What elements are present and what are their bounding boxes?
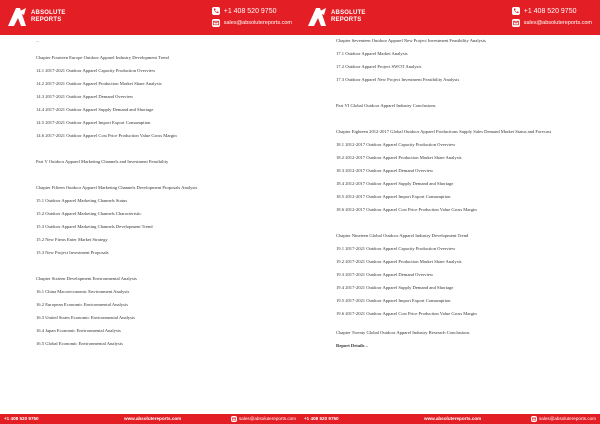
toc-entry: 17.1 Outdoor Apparel Market Analysis [336,51,408,56]
toc-entry: 14.5 2017-2021 Outdoor Apparel Import Export Consumption [36,120,151,125]
toc-entry: 19.2 2017-2021 Outdoor Apparel Production Market Share Analysis [336,259,462,264]
header-contact [212,6,292,28]
footer-phone[interactable]: +1 408 520 9750 [4,416,39,421]
toc-entry: 16.5 Global Economic Environmental Analysis [36,341,123,346]
toc-entry: 18.1 2012-2017 Outdoor Apparel Capacity Production Overview [336,142,456,147]
footer-email[interactable] [231,414,296,424]
document-page-right [300,0,600,424]
toc-chapter: Chapter Fifteen Outdoor Apparel Marketing Channels Development Proposals Analysis [36,185,198,190]
toc-chapter: Chapter Fourteen Europe Outdoor Apparel Industry Development Trend [36,55,169,60]
toc-chapter: Part VI Global Outdoor Apparel Industry Conclusions [336,103,436,108]
logo-text [331,10,366,24]
logo-icon [306,6,328,28]
page-header [0,0,300,35]
logo-line-2: REPORTS [331,17,362,23]
toc-entry: ... [36,38,40,43]
toc-entry: 15.3 New Project Investment Proposals [36,250,109,255]
toc-entry: 14.6 2017-2021 Outdoor Apparel Cost Price Production Value Gross Margin [36,133,177,138]
brand-logo[interactable] [6,6,66,28]
header-email[interactable] [212,18,292,28]
toc-entry: 18.2 2012-2017 Outdoor Apparel Production Market Share Analysis [336,155,462,160]
header-phone[interactable] [212,6,292,16]
toc-entry: 16.1 China Macroeconomic Environment Analysis [36,289,130,294]
phone-icon [512,7,520,15]
logo-line-1: ABSOLUTE [31,10,66,16]
toc-entry: 19.1 2017-2021 Outdoor Apparel Capacity Production Overview [336,246,456,251]
toc-chapter: Chapter Nineteen Global Outdoor Apparel Industry Development Trend [336,233,469,238]
toc-content-right [336,38,576,349]
toc-entry: 19.6 2017-2021 Outdoor Apparel Cost Price Production Value Gross Margin [336,311,477,316]
toc-entry: 16.3 United States Economic Environmental Analysis [36,315,136,320]
toc-entry: 14.2 2017-2021 Outdoor Apparel Production Market Share Analysis [36,81,162,86]
toc-entry: 19.3 2017-2021 Outdoor Apparel Demand Overview [336,272,434,277]
header-email-text: sales@absolutereports.com [523,20,592,26]
page-footer [300,414,600,424]
toc-entry: 14.1 2017-2021 Outdoor Apparel Capacity Production Overview [36,68,156,73]
header-phone-text: +1 408 520 9750 [223,7,277,15]
toc-entry: 19.4 2017-2021 Outdoor Apparel Supply Demand and Shortage [336,285,454,290]
toc-entry: 18.4 2012-2017 Outdoor Apparel Supply Demand and Shortage [336,181,454,186]
page-header [300,0,600,35]
toc-entry: 19.5 2017-2021 Outdoor Apparel Import Export Consumption [336,298,451,303]
page-footer [0,414,300,424]
toc-entry: 15.2 Outdoor Apparel Marketing Channels Characteristic [36,211,142,216]
mail-icon [212,19,220,27]
toc-content-left [36,38,276,347]
toc-entry: 18.6 2012-2017 Outdoor Apparel Cost Price Production Value Gross Margin [336,207,477,212]
toc-entry: 18.5 2012-2017 Outdoor Apparel Import Export Consumption [336,194,451,199]
footer-email-text: sales@absolutereports.com [238,416,296,421]
toc-entry: 16.4 Japan Economic Environmental Analysis [36,328,121,333]
header-email[interactable] [512,18,592,28]
report-details-link[interactable]: Report Details – [336,343,368,348]
mail-icon [231,416,237,422]
toc-entry: 15.2 New Firms Enter Market Strategy [36,237,108,242]
logo-line-2: REPORTS [31,17,62,23]
brand-logo[interactable] [306,6,366,28]
footer-website-link[interactable]: www.absolutereports.com [124,416,182,421]
toc-entry: 17.3 Outdoor Apparel New Project Investment Feasibility Analysis [336,77,460,82]
footer-website-link[interactable]: www.absolutereports.com [424,416,482,421]
toc-chapter: Chapter Twenty Global Outdoor Apparel Industry Research Conclusions [336,330,470,335]
header-email-text: sales@absolutereports.com [223,20,292,26]
toc-chapter: Chapter Seventeen Outdoor Apparel New Project Investment Feasibility Analysis [336,38,486,43]
phone-icon [212,7,220,15]
footer-phone[interactable]: +1 408 520 9750 [304,416,339,421]
toc-entry: 14.4 2017-2021 Outdoor Apparel Supply Demand and Shortage [36,107,154,112]
header-phone[interactable] [512,6,592,16]
footer-email-text: sales@absolutereports.com [538,416,596,421]
toc-entry: 18.3 2012-2017 Outdoor Apparel Demand Overview [336,168,434,173]
footer-email[interactable] [531,414,596,424]
toc-chapter: Chapter Sixteen Development Environmental Analysis [36,276,137,281]
toc-entry: 16.2 European Economic Environmental Analysis [36,302,128,307]
toc-chapter: Chapter Eighteen 2012-2017 Global Outdoor Apparel Productions Supply Sales Demand Market Status and Forecast [336,129,551,134]
mail-icon [512,19,520,27]
toc-entry: 17.2 Outdoor Apparel Project SWOT Analysis [336,64,422,69]
toc-entry: 15.1 Outdoor Apparel Marketing Channels Status [36,198,128,203]
toc-entry: 15.3 Outdoor Apparel Marketing Channels Development Trend [36,224,153,229]
header-contact [512,6,592,28]
mail-icon [531,416,537,422]
toc-entry: 14.3 2017-2021 Outdoor Apparel Demand Overview [36,94,134,99]
logo-icon [6,6,28,28]
logo-line-1: ABSOLUTE [331,10,366,16]
toc-chapter: Part V Outdoor Apparel Marketing Channels and Investment Feasibility [36,159,169,164]
logo-text [31,10,66,24]
header-phone-text: +1 408 520 9750 [523,7,577,15]
